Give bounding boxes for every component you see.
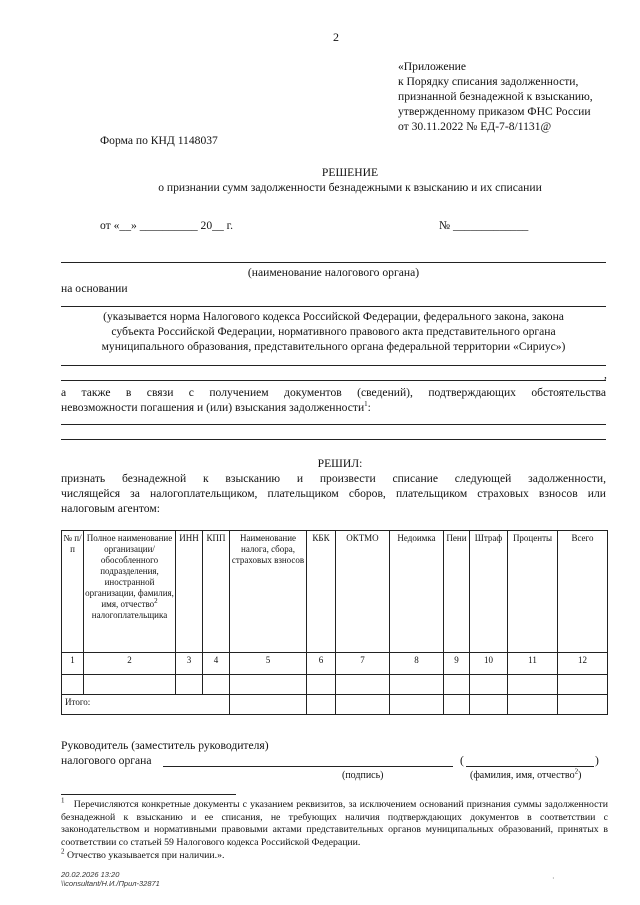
appendix-block xyxy=(398,59,593,134)
documents-line-2 xyxy=(61,439,606,440)
table-number-cell: 3 xyxy=(176,653,203,675)
print-stamp xyxy=(61,870,160,888)
footnote-1-text: Перечисляются конкретные документы с указанием реквизитов, за исключением оснований признания суммы задолженности безнадежной к взысканию и ее списания, не требующих наличия подтверждающих документов в соответствии с законодательством и нормативными правовыми актами представительных органов муниципальных образований, принятых в соответствии со статьей 59 Налогового кодекса Российской Федерации. xyxy=(61,799,608,848)
appendix-line: от 30.11.2022 № ЕД-7-8/1131@ xyxy=(398,120,552,133)
footnote-2-text: Отчество указывается при наличии.». xyxy=(66,850,225,861)
number-line: № _____________ xyxy=(439,219,529,232)
table-header-cell: Всего xyxy=(558,531,608,653)
table-number-cell: 7 xyxy=(336,653,390,675)
table-number-cell: 12 xyxy=(558,653,608,675)
table-header-cell: Штраф xyxy=(470,531,508,653)
table-header-text: Полное наименование организации/ обособленного подразделения, иностранной организации, фамилия, имя, отчество xyxy=(85,533,174,609)
footnote-ref-2: 2 xyxy=(154,597,158,605)
table-number-cell: 5 xyxy=(230,653,307,675)
table-total-row xyxy=(62,695,608,715)
tax-authority-caption: (наименование налогового органа) xyxy=(247,266,420,279)
basis-line xyxy=(61,306,606,307)
tax-authority-line xyxy=(61,262,606,263)
basis-caption-line: субъекта Российской Федерации, нормативного правового акта представительного органа xyxy=(111,325,556,338)
decision-line-2: числящейся за налогоплательщиком, плательщиком сборов, плательщиком страховых взносов или xyxy=(61,487,606,500)
decision-line-3: налоговым агентом: xyxy=(61,502,160,515)
footnote-mark-1: 1 xyxy=(61,796,65,805)
corner-mark: · xyxy=(552,874,555,883)
table-number-cell: 9 xyxy=(444,653,470,675)
table-number-cell: 8 xyxy=(390,653,444,675)
appendix-line: признанной безнадежной к взысканию, xyxy=(398,90,593,103)
appendix-line: «Приложение xyxy=(398,60,467,73)
table-number-cell: 1 xyxy=(62,653,84,675)
form-code: Форма по КНД 1148037 xyxy=(100,134,218,147)
paren-open: ( xyxy=(460,754,464,767)
also-line-2-text: невозможности погашения и (или) взыскания задолженности xyxy=(61,401,365,414)
table-number-cell: 10 xyxy=(470,653,508,675)
print-stamp-path: \\consultant/Н.И./Прил-32871 xyxy=(61,879,160,888)
appendix-line: утвержденному приказом ФНС России xyxy=(398,105,591,118)
name-caption-text: (фамилия, имя, отчество xyxy=(470,770,575,781)
table-header-tail: налогоплательщика xyxy=(91,610,168,620)
footnote-mark-2: 2 xyxy=(61,847,65,856)
total-label: Итого: xyxy=(62,695,230,715)
table-number-cell: 6 xyxy=(307,653,336,675)
footnote-ref-1: 1 xyxy=(364,400,368,409)
table-number-cell: 2 xyxy=(84,653,176,675)
also-line-1: а также в связи с получением документов (сведений), подтверждающих обстоятельства xyxy=(61,386,606,399)
footnote-separator xyxy=(61,794,236,795)
basis-fill-line xyxy=(61,365,606,366)
documents-line xyxy=(61,424,606,425)
table-header-cell: Наименование налога, сбора, страховых взносов xyxy=(230,531,307,653)
table-header-cell: Проценты xyxy=(508,531,558,653)
print-stamp-date: 20.02.2026 13:20 xyxy=(61,870,120,879)
table-header-cell: Пени xyxy=(444,531,470,653)
basis-label: на основании xyxy=(61,282,128,295)
page-number: 2 xyxy=(333,30,339,44)
decided-heading: РЕШИЛ: xyxy=(317,457,363,470)
comma: , xyxy=(604,368,607,381)
table-header-cell xyxy=(84,531,176,653)
document-subtitle: о признании сумм задолженности безнадежными к взысканию и их списании xyxy=(158,181,542,194)
appendix-line: к Порядку списания задолженности, xyxy=(398,75,579,88)
document-title: РЕШЕНИЕ xyxy=(321,166,379,179)
table-header-row xyxy=(62,531,608,653)
basis-caption-line: (указывается норма Налогового кодекса Российской Федерации, федерального закона, закона xyxy=(103,310,564,323)
table-header-cell: ИНН xyxy=(176,531,203,653)
table-header-cell: № п/п xyxy=(62,531,84,653)
table-number-row xyxy=(62,653,608,675)
table-header-cell: КПП xyxy=(203,531,230,653)
also-line-2 xyxy=(61,400,371,415)
basis-caption xyxy=(61,309,606,354)
signature-line xyxy=(163,766,453,767)
table-header-cell: КБК xyxy=(307,531,336,653)
signature-title-1: Руководитель (заместитель руководителя) xyxy=(61,739,269,752)
table-number-cell: 4 xyxy=(203,653,230,675)
footnote-2 xyxy=(61,847,225,863)
basis-fill-line-2 xyxy=(61,380,606,381)
decision-line-1: признать безнадежной к взысканию и произвести списание следующей задолженности, xyxy=(61,472,606,485)
colon: : xyxy=(367,401,371,414)
name-caption-close: ) xyxy=(578,770,582,781)
date-line: от «__» __________ 20__ г. xyxy=(100,219,233,232)
basis-caption-line: муниципального образования, представительного органа федеральной территории «Сириус») xyxy=(101,340,566,353)
name-caption xyxy=(470,768,581,783)
debt-table xyxy=(61,530,608,715)
paren-close: ) xyxy=(595,754,599,767)
footnote-1 xyxy=(61,796,608,849)
signature-caption: (подпись) xyxy=(342,770,384,781)
table-header-cell: Недоимка xyxy=(390,531,444,653)
table-number-cell: 11 xyxy=(508,653,558,675)
footnote-ref-2b: 2 xyxy=(574,767,579,776)
signature-title-2: налогового органа xyxy=(61,754,152,767)
table-row xyxy=(62,675,608,695)
table-header-cell: ОКТМО xyxy=(336,531,390,653)
